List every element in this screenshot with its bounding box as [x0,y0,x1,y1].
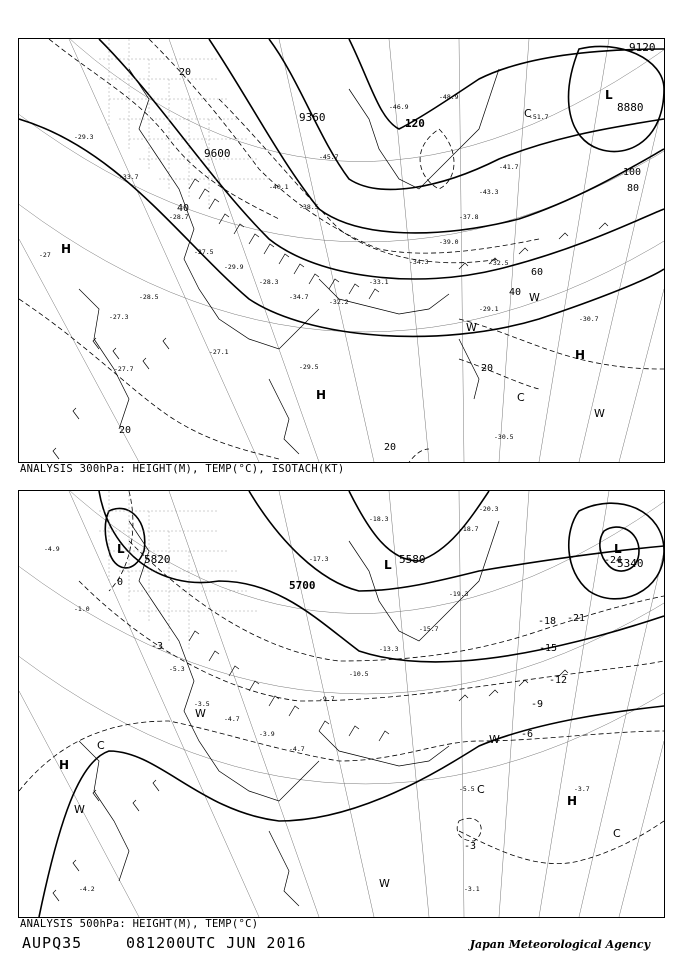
isotach-label: 100 [623,167,642,178]
temp-labels [117,555,622,852]
high-symbol: H [575,348,586,362]
wind-barbs [53,631,568,901]
svg-text:-1.0: -1.0 [74,605,90,613]
coastlines [79,69,499,454]
height-label: 9600 [204,147,231,160]
height-label: 5340 [617,557,644,570]
warm-symbol: W [195,707,206,720]
map-panel-500hpa [18,490,665,918]
panel-caption-500hpa: ANALYSIS 500hPa: HEIGHT(M), TEMP(°C) [20,918,259,930]
isotach-label: 40 [177,203,190,214]
height-label: 9360 [299,111,326,124]
temp-label: -3 [464,841,477,852]
svg-text:-27.5: -27.5 [194,248,214,256]
panel-caption-300hpa: ANALYSIS 300hPa: HEIGHT(M), TEMP(°C), ISOTACH(KT) [20,463,345,475]
svg-text:-33.1: -33.1 [369,278,389,286]
warm-symbol: W [379,877,390,890]
svg-text:-34.3: -34.3 [409,258,429,266]
height-label: 8880 [617,101,644,114]
svg-text:-15.7: -15.7 [419,625,439,633]
temp-label: -27.1 [209,348,229,356]
station-values [74,93,549,371]
svg-text:-19.3: -19.3 [449,590,469,598]
svg-text:-27.3: -27.3 [109,313,129,321]
svg-text:-29.5: -29.5 [299,363,319,371]
svg-text:-28.5: -28.5 [139,293,159,301]
cold-symbol: C [477,783,485,796]
svg-text:-5.3: -5.3 [169,665,185,673]
svg-text:-17.3: -17.3 [309,555,329,563]
wind-barbs [53,179,608,459]
svg-text:-29.3: -29.3 [74,133,94,141]
cold-symbol: C [524,107,532,120]
product-id: AUPQ35 [22,934,83,952]
agency-name: Japan Meteorological Agency [469,938,650,951]
svg-text:-3.1: -3.1 [464,885,480,893]
svg-text:-4.9: -4.9 [44,545,60,553]
height-label: 5700 [289,579,316,592]
svg-text:-5.5: -5.5 [459,785,475,793]
svg-text:-9.7: -9.7 [319,695,335,703]
svg-text:-20.3: -20.3 [479,505,499,513]
temp-label: -12 [549,675,568,686]
temp-label: -27 [39,251,51,259]
svg-text:-41.7: -41.7 [499,163,519,171]
svg-text:-18.7: -18.7 [459,525,479,533]
temp-label: -18 [538,616,557,627]
temp-label: -24 [604,555,623,566]
pressure-systems [61,88,613,420]
svg-text:-3.7: -3.7 [574,785,590,793]
high-symbol: H [567,794,578,808]
low-symbol: L [384,558,392,572]
high-symbol: H [316,388,327,402]
cold-symbol: C [613,827,621,840]
temp-label: -30.7 [579,315,599,323]
svg-text:-38.5: -38.5 [299,203,319,211]
map-panel-300hpa [18,38,665,463]
isotach-label: 60 [531,267,544,278]
height-labels [204,41,656,160]
temp-label: 0 [117,577,124,588]
high-symbol: H [61,242,72,256]
isotach-label: 20 [384,442,397,453]
graticule [19,39,664,462]
warm-symbol: W [74,803,85,816]
low-symbol: L [117,542,125,556]
height-label: 5820 [144,553,171,566]
low-symbol: L [614,542,622,556]
cold-symbol: C [517,391,525,404]
svg-text:-28.3: -28.3 [259,278,279,286]
svg-text:-4.7: -4.7 [289,745,305,753]
low-symbol: L [605,88,613,102]
svg-text:-40.1: -40.1 [269,183,289,191]
hatched-area [99,491,259,651]
temp-label: -15 [539,643,558,654]
svg-text:-3.5: -3.5 [194,700,210,708]
svg-text:-51.7: -51.7 [529,113,549,121]
svg-text:-37.8: -37.8 [459,213,479,221]
isotach-label: 20 [119,425,132,436]
svg-text:-43.3: -43.3 [479,188,499,196]
temp-label: -9 [531,699,544,710]
svg-text:-18.3: -18.3 [369,515,389,523]
temp-label: -3 [151,641,164,652]
height-label: 5580 [399,553,426,566]
temp-label: -21 [567,613,586,624]
svg-text:-28.7: -28.7 [169,213,189,221]
cold-symbol: C [97,739,105,752]
isotach-label: 20 [481,363,494,374]
warm-symbol: W [466,321,477,334]
isotach-label: 80 [627,183,640,194]
svg-text:-4.2: -4.2 [79,885,95,893]
svg-text:-45.7: -45.7 [319,153,339,161]
pressure-systems [59,542,622,890]
isotach-label: 120 [405,117,425,130]
temp-label: -27.7 [114,365,134,373]
warm-symbol: W [489,733,500,746]
height-label: 9120 [629,41,656,54]
svg-text:-33.7: -33.7 [119,173,139,181]
svg-text:-29.9: -29.9 [224,263,244,271]
svg-text:-34.7: -34.7 [289,293,309,301]
warm-symbol: W [529,291,540,304]
isotach-label: 40 [509,287,522,298]
map-500hpa-canvas [19,491,664,917]
temp-label: -32.5 [489,259,509,267]
svg-text:-3.9: -3.9 [259,730,275,738]
temp-labels [39,251,599,441]
map-300hpa-canvas [19,39,664,462]
temp-label: -6 [521,729,534,740]
isotach-label: 20 [179,67,192,78]
graticule [19,491,664,917]
warm-symbol: W [594,407,605,420]
svg-text:-48.9: -48.9 [439,93,459,101]
isotachs [19,39,664,462]
svg-text:-32.2: -32.2 [329,298,349,306]
svg-text:-10.5: -10.5 [349,670,369,678]
temp-label: -29.1 [479,305,499,313]
svg-text:-46.9: -46.9 [389,103,409,111]
issue-time: 081200UTC JUN 2016 [126,934,307,952]
svg-text:-4.7: -4.7 [224,715,240,723]
svg-text:-39.0: -39.0 [439,238,459,246]
high-symbol: H [59,758,70,772]
height-contours [39,491,664,917]
svg-text:-13.3: -13.3 [379,645,399,653]
temp-label: -30.5 [494,433,514,441]
